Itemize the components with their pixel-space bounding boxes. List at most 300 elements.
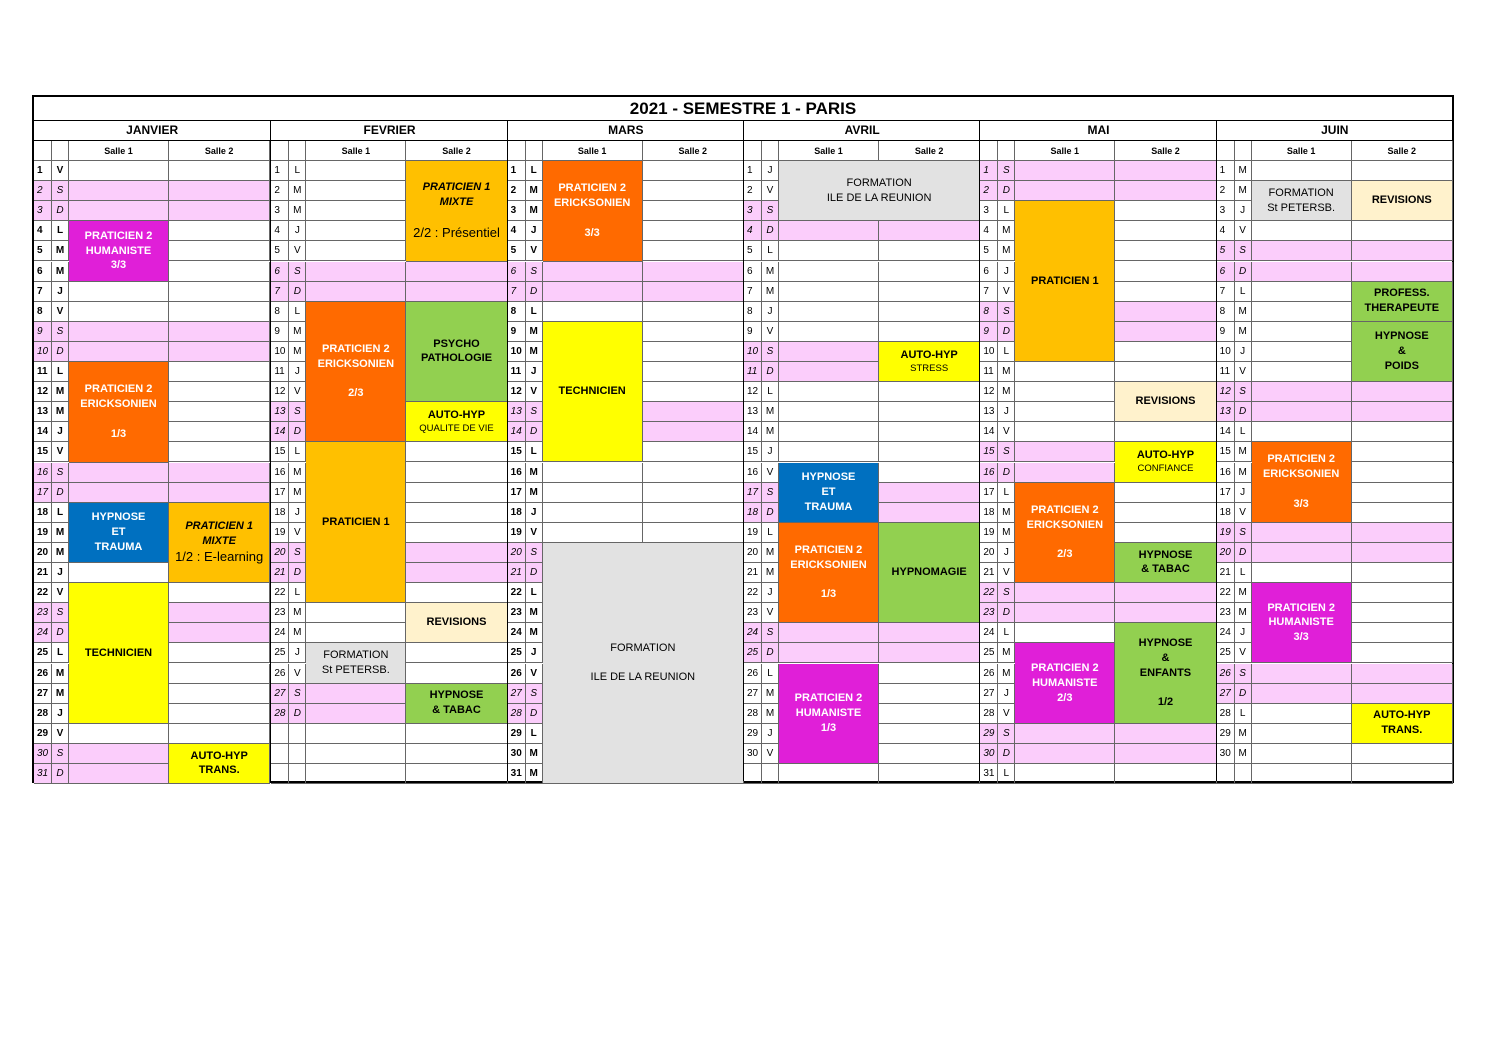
salle-1-cell[interactable] [69,282,169,302]
event-block[interactable] [406,603,507,643]
day-number: 4 [271,221,289,241]
event-line: PRATICIEN 1 [322,515,390,528]
event-line: HYPNOSE [801,470,856,483]
salle-2-cell[interactable] [169,402,270,422]
salle-2-cell[interactable] [1115,322,1216,342]
salle-2-cell[interactable] [169,643,270,663]
salle-1-cell[interactable] [1015,181,1115,201]
salle-1-cell[interactable] [69,201,169,221]
salle-1-cell[interactable] [779,262,879,282]
salle-1-cell[interactable] [779,302,879,322]
day-letter: J [998,543,1015,563]
event-line: ET [111,525,126,538]
salle-2-cell[interactable] [169,302,270,322]
day-number: 22 [34,583,52,603]
salle-2-cell[interactable] [1352,684,1453,704]
salle-2-cell[interactable] [1115,181,1216,201]
event-block[interactable] [1015,483,1115,584]
salle-2-cell[interactable] [169,463,270,483]
salle-1-cell[interactable] [543,282,643,302]
day-number: 17 [508,483,526,503]
salle-1-cell[interactable] [543,483,643,503]
salle-2-cell[interactable] [1115,483,1216,503]
salle-1-cell[interactable] [1252,664,1352,684]
salle-2-cell[interactable] [1115,744,1216,764]
salle-2-cell[interactable] [1352,161,1453,181]
salle-2-cell[interactable] [1352,543,1453,563]
event-block[interactable] [1252,583,1352,663]
salle-2-cell[interactable] [406,543,507,563]
salle-1-cell[interactable] [1252,262,1352,282]
salle-2-cell[interactable] [1352,623,1453,643]
event-block[interactable] [406,402,507,442]
salle-2-cell[interactable] [643,483,744,503]
salle-2-cell[interactable] [879,221,980,241]
salle-2-cell[interactable] [1352,503,1453,523]
salle-1-cell[interactable] [779,322,879,342]
salle-2-cell[interactable] [643,442,744,462]
salle-2-cell[interactable] [1352,382,1453,402]
salle-1-cell[interactable] [1252,744,1352,764]
salle-1-cell[interactable] [1252,402,1352,422]
event-block[interactable] [69,221,169,281]
salle-2-cell[interactable] [643,402,744,422]
event-block[interactable] [1252,181,1352,221]
salle-2-cell[interactable] [643,241,744,261]
event-line [455,209,458,224]
event-line: PSYCHO [433,337,480,350]
day-letter: L [762,382,779,402]
salle-2-cell[interactable] [169,664,270,684]
day-letter: S [526,402,543,422]
salle-2-cell[interactable] [879,382,980,402]
salle-2-cell[interactable] [1352,483,1453,503]
event-block[interactable] [1352,322,1453,382]
event-line [1063,532,1066,547]
day-letter: J [289,221,306,241]
salle-1-cell[interactable] [779,362,879,382]
salle-2-cell[interactable] [169,181,270,201]
salle-2-cell[interactable] [879,402,980,422]
event-block[interactable] [306,442,406,603]
day-letter: D [289,563,306,583]
day-number: 10 [1217,342,1235,362]
salle-2-cell[interactable] [879,463,980,483]
salle-2-cell[interactable] [1115,161,1216,181]
salle-1-cell[interactable] [1252,161,1352,181]
salle-2-cell[interactable] [643,302,744,322]
salle-1-cell[interactable] [1015,583,1115,603]
salle-1-cell[interactable] [69,724,169,744]
event-block[interactable] [1352,704,1453,744]
salle-2-cell[interactable] [1352,402,1453,422]
salle-1-cell[interactable] [543,262,643,282]
day-letter: M [1235,442,1252,462]
salle-2-cell[interactable] [406,282,507,302]
salle-1-cell[interactable] [779,623,879,643]
event-block[interactable] [543,322,643,463]
day-number: 12 [1217,382,1235,402]
day-number: 8 [980,302,998,322]
day-letter: V [289,523,306,543]
salle-1-cell[interactable] [69,563,169,583]
salle-2-cell[interactable] [1352,583,1453,603]
salle-1-cell[interactable] [1252,302,1352,322]
salle-2-cell[interactable] [879,724,980,744]
salle-1-cell[interactable] [306,282,406,302]
salle-2-cell[interactable] [643,342,744,362]
day-number: 5 [744,241,762,261]
day-letter: J [289,362,306,382]
salle-2-cell[interactable] [169,724,270,744]
salle-2-cell[interactable] [1115,282,1216,302]
salle-2-cell[interactable] [1352,744,1453,764]
salle-1-cell[interactable] [69,322,169,342]
event-block[interactable] [306,302,406,443]
salle-1-cell[interactable] [1252,241,1352,261]
salle-2-cell[interactable] [169,583,270,603]
salle-2-cell[interactable] [169,221,270,241]
salle-1-cell[interactable] [1252,382,1352,402]
salle-2-cell[interactable] [169,603,270,623]
day-letter: D [289,704,306,724]
salle-1-cell[interactable] [69,483,169,503]
salle-1-cell[interactable] [306,764,406,784]
day-letter: S [762,342,779,362]
day-number: 17 [34,483,52,503]
salle-2-cell[interactable] [169,684,270,704]
salle-1-cell[interactable] [1015,744,1115,764]
salle-2-cell[interactable] [879,282,980,302]
salle-1-cell[interactable] [1252,563,1352,583]
event-line: HYPNOSE [1374,330,1429,343]
day-number: 7 [744,282,762,302]
salle-2-cell[interactable] [169,262,270,282]
event-line: FORMATION [846,176,912,189]
salle-2-cell[interactable] [643,322,744,342]
salle-2-cell[interactable] [643,503,744,523]
salle-1-cell[interactable] [1015,422,1115,442]
salle-2-cell[interactable] [1352,643,1453,663]
salle-2-cell[interactable] [643,201,744,221]
salle-2-cell[interactable] [1352,664,1453,684]
salle-1-cell[interactable] [1252,543,1352,563]
event-block[interactable] [779,664,879,765]
salle-1-cell[interactable] [1252,342,1352,362]
salle-1-cell[interactable] [306,744,406,764]
salle-1-cell[interactable] [69,302,169,322]
salle-2-cell[interactable] [169,442,270,462]
salle-1-cell[interactable] [543,302,643,322]
salle-2-cell[interactable] [1115,362,1216,382]
salle-2-cell[interactable] [879,643,980,663]
salle-2-cell[interactable] [643,161,744,181]
salle-1-cell[interactable] [1252,362,1352,382]
salle-2-cell[interactable] [1115,603,1216,623]
day-letter: S [289,262,306,282]
salle-1-cell[interactable] [779,241,879,261]
day-letter: M [998,503,1015,523]
salle-2-cell[interactable] [879,664,980,684]
salle-1-cell[interactable] [69,744,169,764]
salle-1-cell[interactable] [1015,362,1115,382]
salle-1-cell[interactable] [69,181,169,201]
salle-1-cell[interactable] [306,724,406,744]
salle-2-cell[interactable] [879,503,980,523]
salle-2-cell[interactable] [169,241,270,261]
salle-1-cell[interactable] [779,764,879,784]
salle-2-cell[interactable] [406,523,507,543]
event-block[interactable] [879,523,980,624]
salle-1-cell[interactable] [69,463,169,483]
event-block[interactable] [779,463,879,523]
event-block[interactable] [1252,442,1352,522]
salle-2-cell[interactable] [879,704,980,724]
day-number: 6 [271,262,289,282]
day-number: 9 [980,322,998,342]
salle-2-cell[interactable] [169,483,270,503]
event-line [117,412,120,427]
salle-2-cell[interactable] [643,463,744,483]
salle-2-cell[interactable] [169,422,270,442]
salle-2-cell[interactable] [879,623,980,643]
salle-2-cell[interactable] [406,483,507,503]
event-block[interactable] [169,503,270,583]
salle-2-cell[interactable] [169,704,270,724]
salle-1-cell[interactable] [779,342,879,362]
day-number: 1 [508,161,526,181]
day-number: 23 [980,603,998,623]
salle-1-cell[interactable] [779,221,879,241]
salle-1-cell[interactable] [1015,161,1115,181]
salle-2-cell[interactable] [169,282,270,302]
salle-2-cell[interactable] [1352,523,1453,543]
salle-2-cell[interactable] [406,664,507,684]
salle-2-cell[interactable] [879,322,980,342]
salle-1-cell[interactable] [69,342,169,362]
salle-2-cell[interactable] [879,744,980,764]
salle-2-cell[interactable] [406,503,507,523]
day-number: 22 [508,583,526,603]
salle-1-cell[interactable] [306,241,406,261]
salle-1-cell[interactable] [306,181,406,201]
day-letter: D [289,422,306,442]
salle-2-cell[interactable] [1352,563,1453,583]
salle-1-cell[interactable] [1252,684,1352,704]
salle-2-cell[interactable] [879,422,980,442]
salle-2-cell[interactable] [169,342,270,362]
event-block[interactable] [69,503,169,563]
salle-2-cell[interactable] [406,463,507,483]
salle-1-cell[interactable] [1252,322,1352,342]
event-block[interactable] [406,161,507,262]
event-block[interactable] [1115,382,1216,422]
salle-2-cell[interactable] [1115,764,1216,784]
day-letter: M [762,402,779,422]
event-line: 1/3 [820,721,837,734]
salle-2-cell[interactable] [406,563,507,583]
salle-2-cell[interactable] [1115,221,1216,241]
salle-2-cell[interactable] [169,322,270,342]
salle-1-cell[interactable] [1015,724,1115,744]
salle-1-cell[interactable] [306,221,406,241]
salle-1-cell[interactable] [779,422,879,442]
salle-1-cell[interactable] [1252,724,1352,744]
salle-2-cell[interactable] [1115,302,1216,322]
salle-2-cell[interactable] [879,442,980,462]
salle-2-cell[interactable] [1115,724,1216,744]
salle-2-cell[interactable] [1352,241,1453,261]
day-number: 27 [980,684,998,704]
salle-1-cell[interactable] [779,643,879,663]
event-block[interactable] [1015,643,1115,723]
salle-2-cell[interactable] [643,181,744,201]
salle-2-cell[interactable] [406,643,507,663]
event-block[interactable] [1352,282,1453,322]
salle-2-cell[interactable] [169,161,270,181]
salle-2-cell[interactable] [1352,422,1453,442]
month-name: MAI [980,120,1216,141]
day-letter: S [289,684,306,704]
salle-1-cell[interactable] [1015,623,1115,643]
salle-2-cell[interactable] [406,744,507,764]
salle-1-cell[interactable] [1252,764,1352,784]
salle-2-cell[interactable] [1115,583,1216,603]
day-number: 2 [980,181,998,201]
salle-2-cell[interactable] [879,764,980,784]
salle-1-cell[interactable] [306,684,406,704]
event-block[interactable] [1115,543,1216,583]
salle-2-header: Salle 2 [643,141,744,161]
salle-2-cell[interactable] [1352,603,1453,623]
salle-2-cell[interactable] [1352,442,1453,462]
day-letter: D [998,181,1015,201]
salle-2-cell[interactable] [643,221,744,241]
event-line: ENFANTS [1139,666,1192,679]
salle-1-cell[interactable] [1252,282,1352,302]
event-block[interactable] [1015,201,1115,362]
salle-2-header: Salle 2 [879,141,980,161]
salle-1-cell[interactable] [306,262,406,282]
salle-2-cell[interactable] [643,422,744,442]
salle-2-cell[interactable] [169,362,270,382]
salle-2-cell[interactable] [879,302,980,322]
event-block[interactable] [169,744,270,784]
salle-2-cell[interactable] [643,382,744,402]
salle-2-cell[interactable] [1115,262,1216,282]
day-number: 17 [980,483,998,503]
salle-2-cell[interactable] [643,362,744,382]
salle-1-cell[interactable] [306,201,406,221]
salle-2-cell[interactable] [643,262,744,282]
salle-1-cell[interactable] [543,463,643,483]
salle-1-cell[interactable] [1015,402,1115,422]
event-block[interactable] [69,362,169,463]
event-block[interactable] [406,684,507,724]
salle-2-cell[interactable] [879,483,980,503]
event-block[interactable] [69,583,169,724]
salle-2-cell[interactable] [406,764,507,784]
event-line: PRATICIEN 2 [1267,453,1335,466]
salle-2-cell[interactable] [1352,221,1453,241]
salle-1-cell[interactable] [69,764,169,784]
salle-1-cell[interactable] [1252,422,1352,442]
salle-2-cell[interactable] [406,583,507,603]
event-line: REVISIONS [426,616,487,629]
event-block[interactable] [879,342,980,382]
salle-1-cell[interactable] [1015,442,1115,462]
salle-2-cell[interactable] [643,282,744,302]
salle-2-cell[interactable] [1115,422,1216,442]
salle-2-cell[interactable] [1115,503,1216,523]
day-number: 12 [508,382,526,402]
salle-1-cell[interactable] [69,161,169,181]
event-block[interactable] [1115,442,1216,482]
salle-1-cell[interactable] [1252,523,1352,543]
day-number: 2 [1217,181,1235,201]
salle-2-cell[interactable] [1352,463,1453,483]
salle-2-cell[interactable] [1115,201,1216,221]
salle-2-cell[interactable] [406,724,507,744]
salle-1-cell[interactable] [1252,221,1352,241]
event-line: FORMATION [610,641,676,654]
event-block[interactable] [779,161,980,221]
salle-2-cell[interactable] [1115,241,1216,261]
salle-2-cell[interactable] [169,201,270,221]
event-block[interactable] [779,523,879,624]
salle-1-cell[interactable] [1015,463,1115,483]
salle-1-cell[interactable] [543,503,643,523]
event-block[interactable] [543,161,643,262]
salle-2-cell[interactable] [1352,262,1453,282]
day-letter: S [762,201,779,221]
salle-1-cell[interactable] [779,402,879,422]
salle-1-cell[interactable] [1015,603,1115,623]
day-number: 16 [1217,463,1235,483]
salle-1-cell[interactable] [779,382,879,402]
salle-1-cell[interactable] [779,282,879,302]
salle-2-cell[interactable] [1115,523,1216,543]
salle-2-cell[interactable] [879,241,980,261]
salle-2-cell[interactable] [643,523,744,543]
salle-2-cell[interactable] [406,442,507,462]
salle-2-cell[interactable] [1115,342,1216,362]
salle-2-cell[interactable] [169,623,270,643]
salle-1-cell[interactable] [306,161,406,181]
salle-1-cell[interactable] [779,442,879,462]
event-block[interactable] [306,643,406,683]
event-block[interactable] [1352,181,1453,221]
salle-2-cell[interactable] [1352,764,1453,784]
event-block[interactable] [1115,623,1216,724]
salle-1-cell[interactable] [306,603,406,623]
salle-1-cell[interactable] [306,704,406,724]
event-block[interactable] [543,543,744,784]
event-block[interactable] [406,302,507,403]
salle-2-cell[interactable] [879,262,980,282]
salle-1-cell[interactable] [1015,382,1115,402]
day-letter: M [289,201,306,221]
salle-1-cell[interactable] [1252,704,1352,724]
salle-1-cell[interactable] [1015,764,1115,784]
salle-2-cell[interactable] [169,382,270,402]
salle-1-cell[interactable] [543,523,643,543]
salle-2-cell[interactable] [406,262,507,282]
day-number: 14 [271,422,289,442]
day-letter: V [1235,362,1252,382]
salle-1-cell[interactable] [306,623,406,643]
salle-2-cell[interactable] [879,684,980,704]
